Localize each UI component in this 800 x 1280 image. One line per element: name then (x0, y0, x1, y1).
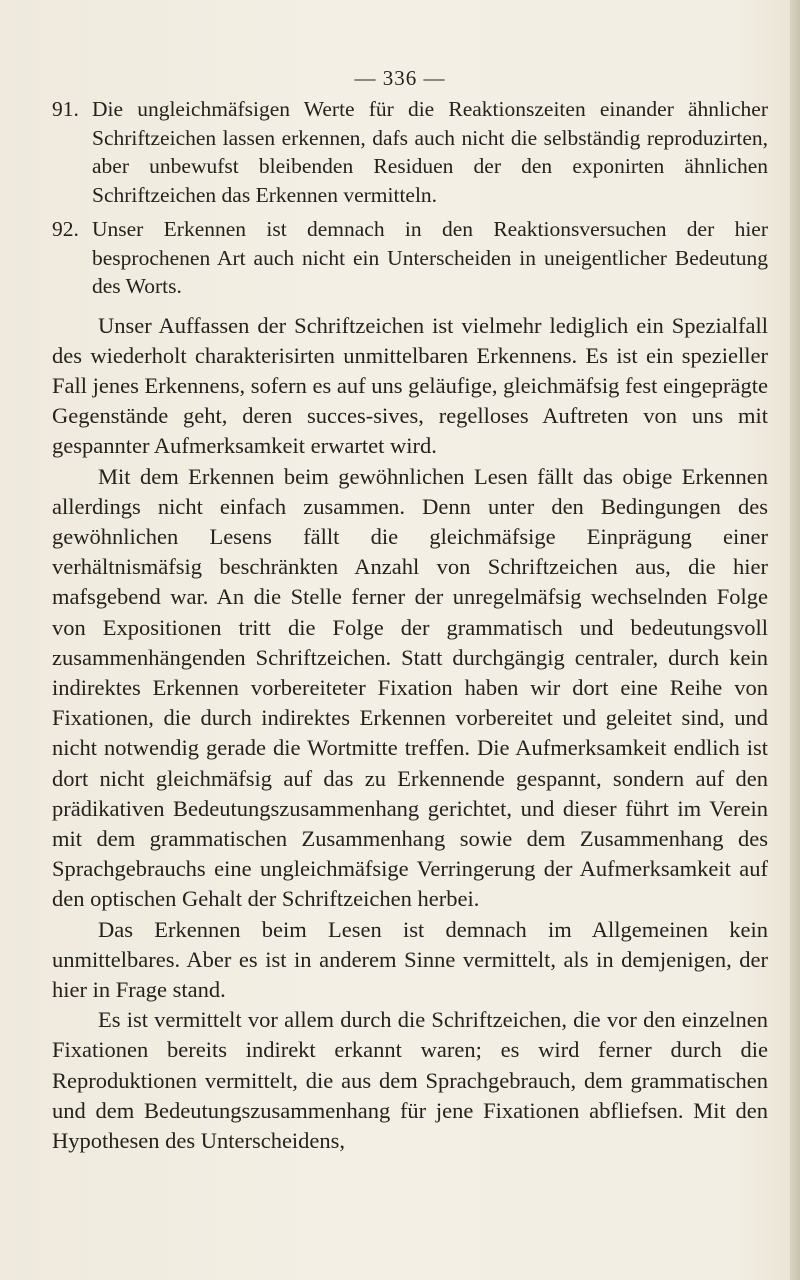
paragraph: Es ist vermittelt vor allem durch die Schriftzeichen, die vor den einzelnen Fixationen bereits indirekt erkannt waren; es wird ferner durch die Reproduktionen vermittelt, die aus dem Sprachgebrauch, dem grammatischen und dem Bedeutungszusammenhang für jene Fixationen abfliefsen. Mit den Hypothesen des Unterscheidens, (52, 1007, 768, 1153)
numbered-item-91 (52, 95, 768, 209)
item-text: Unser Erkennen ist demnach in den Reaktionsversuchen der hier besprochenen Art auch nicht ein Unterscheiden in uneigentlicher Bedeutung des Worts. (92, 217, 768, 298)
page-body (52, 95, 768, 1156)
page-edge (790, 0, 800, 1280)
page-number: — 336 — (354, 66, 446, 90)
paragraph: Das Erkennen beim Lesen ist demnach im Allgemeinen kein unmittelbares. Aber es ist in anderem Sinne vermittelt, als in demjenigen, der hier in Frage stand. (52, 916, 768, 1002)
paragraph: Unser Auffassen der Schriftzeichen ist vielmehr lediglich ein Spezialfall des wiederholt charakterisirten unmittelbaren Erkennens. Es ist ein spezieller Fall jenes Erkennens, sofern es auf uns geläufige, gleichmäfsig fest eingeprägte Gegenstände geht, deren succes-sives, regelloses Auftreten von uns mit gespannter Aufmerksamkeit erwartet wird. (52, 312, 769, 459)
item-number: 92. (52, 217, 79, 241)
item-text: Die ungleichmäfsigen Werte für die Reaktionszeiten einander ähnlicher Schriftzeichen lassen erkennen, dafs auch nicht die selbständig reproduzirten, aber unbewufst bleibenden Residuen der den exponirten ähnlichen Schriftzeichen das Erkennen vermitteln. (92, 97, 768, 207)
paragraph: Mit dem Erkennen beim gewöhnlichen Lesen fällt das obige Erkennen allerdings nicht einfach zusammen. Denn unter den Bedingungen des gewöhnlichen Lesens fällt die gleichmäfsige Einprägung einer verhältnismäfsig beschränkten Anzahl von Schriftzeichen aus, die hier mafsgebend war. An die Stelle ferner der unregelmäfsig wechselnden Folge von Expositionen tritt die Folge der grammatisch und bedeutungsvoll zusammenhängenden Schriftzeichen. Statt durchgängig centraler, durch kein indirektes Erkennen vorbereiteter Fixation haben wir dort eine Reihe von Fixationen, die durch indirektes Erkennen vorbereitet und geleitet sind, und nicht notwendig gerade die Wortmitte treffen. Die Aufmerksamkeit endlich ist dort nicht gleichmäfsig auf das zu Erkennende gespannt, sondern auf den prädikativen Bedeutungszusammenhang gerichtet, und dieser führt im Verein mit dem grammatischen Zusammenhang sowie dem Zusammenhang des Sprachgebrauchs eine ungleichmäfsige Verringerung der Aufmerksamkeit auf den optischen Gehalt der Schriftzeichen herbei. (52, 463, 768, 912)
numbered-item-92 (52, 215, 768, 301)
item-number: 91. (52, 97, 79, 121)
